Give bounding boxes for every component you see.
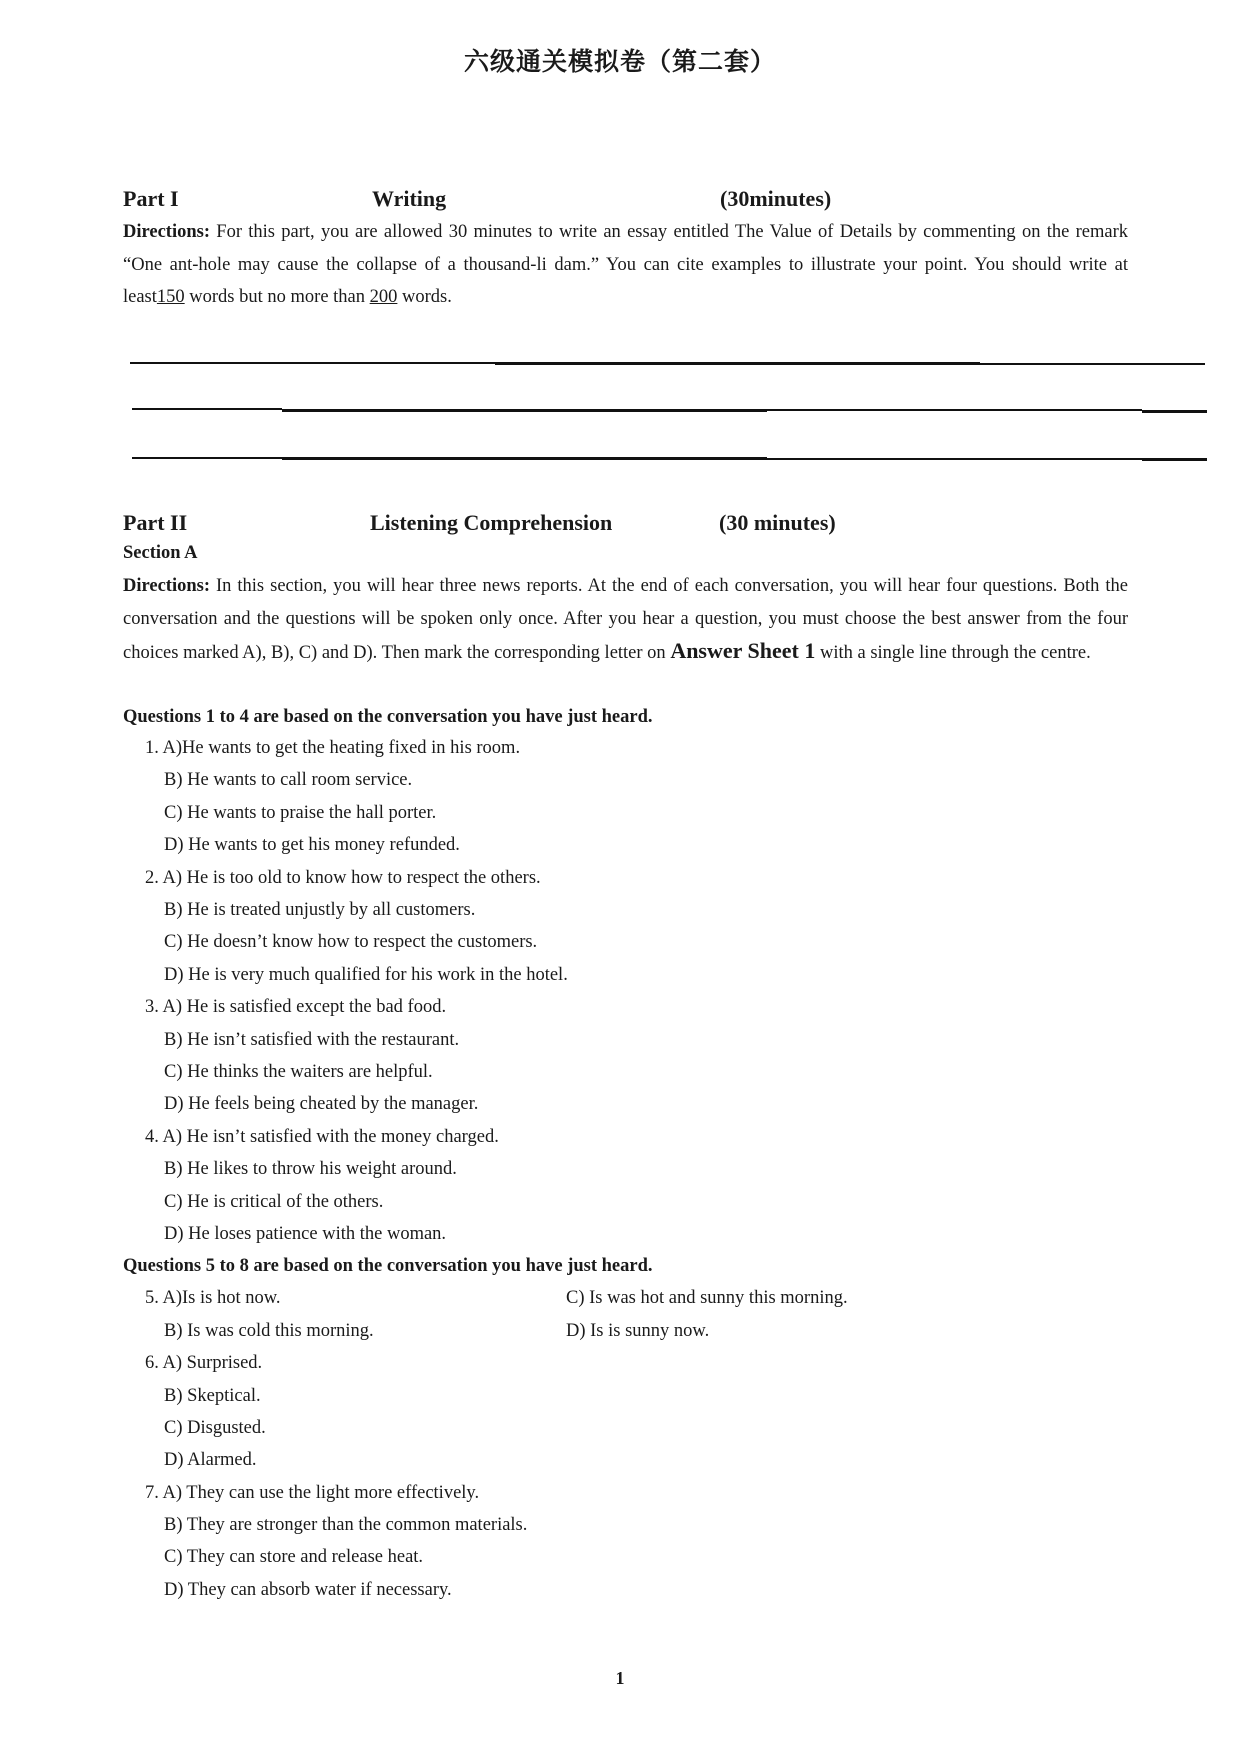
option-d: D) He feels being cheated by the manager. <box>164 1094 479 1114</box>
option-b: B) They are stronger than the common materials. <box>164 1515 528 1535</box>
part1-name: Writing <box>372 186 447 211</box>
directions-text-2: words but no more than <box>184 287 370 307</box>
part1-time: (30minutes) <box>720 186 832 211</box>
directions-text: In this section, you will hear three news reports. At the end of each conversation, you will hear four questions. Both the conversation and the questions will be spoken only once. After you hear a question, you must choose the best answer from the four choices marked A), B), C) and D). Then mark the corresponding letter on <box>123 576 1128 663</box>
question-4 <box>145 1127 499 1148</box>
question-1 <box>145 738 520 759</box>
part1-directions <box>123 216 1128 314</box>
option-b: B) He likes to throw his weight around. <box>164 1159 457 1179</box>
option-a: A) He is too old to know how to respect the others. <box>162 868 541 888</box>
page-title: 六级通关模拟卷（第二套） <box>463 47 776 76</box>
option-c: C) He doesn’t know how to respect the customers. <box>164 932 538 952</box>
option-a: A)He wants to get the heating fixed in his room. <box>162 738 521 758</box>
option-b: B) He is treated unjustly by all customers. <box>164 900 476 920</box>
section-a-label: Section A <box>123 543 198 563</box>
question-5 <box>145 1288 281 1309</box>
question-group-heading-2: Questions 5 to 8 are based on the conversation you have just heard. <box>123 1256 653 1276</box>
writing-line-2c <box>767 409 1142 411</box>
option-a: A) Surprised. <box>162 1353 263 1373</box>
min-words: 150 <box>156 287 185 307</box>
writing-line-2d <box>1142 410 1207 413</box>
question-group-heading-1: Questions 1 to 4 are based on the conversation you have just heard. <box>123 707 653 727</box>
option-c: C) Disgusted. <box>164 1418 266 1438</box>
option-b: B) He wants to call room service. <box>164 770 413 790</box>
question-number: 3. <box>145 997 159 1017</box>
writing-line-1a <box>130 362 495 364</box>
directions-text: For this part, you are allowed 30 minutes to write an essay entitled The Value of Details by commenting on the remark “One ant-hole may cause the collapse of a thousand-li dam.” You can cite examples to illustrate your point. You should write at least <box>123 222 1128 307</box>
question-3 <box>145 997 446 1018</box>
option-d: D) Alarmed. <box>164 1450 257 1470</box>
option-c: C) They can store and release heat. <box>164 1547 424 1567</box>
option-c: C) He is critical of the others. <box>164 1192 384 1212</box>
question-number: 2. <box>145 868 159 888</box>
question-number: 1. <box>145 738 159 758</box>
part2-label: Part II <box>123 510 188 535</box>
writing-line-1b <box>495 362 980 365</box>
question-2 <box>145 868 541 889</box>
option-a: A) They can use the light more effectively. <box>162 1483 480 1503</box>
option-c: C) He wants to praise the hall porter. <box>164 803 437 823</box>
writing-line-3c <box>767 458 1142 460</box>
part1-label: Part I <box>123 186 179 211</box>
writing-line-2a <box>132 408 282 410</box>
option-d: D) Is is sunny now. <box>566 1321 710 1341</box>
option-d: D) He loses patience with the woman. <box>164 1224 447 1244</box>
part2-time: (30 minutes) <box>719 510 836 535</box>
part2-header <box>123 510 1123 540</box>
question-number: 4. <box>145 1127 159 1147</box>
max-words: 200 <box>369 287 398 307</box>
question-6 <box>145 1353 262 1374</box>
directions-label: Directions: <box>123 222 210 242</box>
option-d: D) They can absorb water if necessary. <box>164 1580 452 1600</box>
option-a: A) He isn’t satisfied with the money charged. <box>162 1127 499 1147</box>
writing-line-2b <box>282 409 767 412</box>
writing-line-3a <box>132 457 282 459</box>
option-b: B) Is was cold this morning. <box>164 1321 374 1341</box>
directions-label: Directions: <box>123 576 210 596</box>
part2-name: Listening Comprehension <box>370 510 613 535</box>
writing-line-1c <box>980 363 1205 365</box>
question-number: 5. <box>145 1288 159 1308</box>
part1-header <box>123 186 1123 216</box>
option-d: D) He wants to get his money refunded. <box>164 835 460 855</box>
option-b: B) Skeptical. <box>164 1386 261 1406</box>
part2-directions <box>123 570 1128 670</box>
question-number: 7. <box>145 1483 159 1503</box>
option-b: B) He isn’t satisfied with the restaurant. <box>164 1030 460 1050</box>
directions-end: with a single line through the centre. <box>815 643 1091 663</box>
question-number: 6. <box>145 1353 159 1373</box>
option-a: A)Is is hot now. <box>162 1288 281 1308</box>
writing-line-3d <box>1142 458 1207 461</box>
option-d: D) He is very much qualified for his work in the hotel. <box>164 965 568 985</box>
page-number: 1 <box>615 1668 625 1688</box>
question-7 <box>145 1483 479 1504</box>
option-c: C) Is was hot and sunny this morning. <box>566 1288 848 1308</box>
writing-line-3b <box>282 457 767 460</box>
option-c: C) He thinks the waiters are helpful. <box>164 1062 433 1082</box>
option-a: A) He is satisfied except the bad food. <box>162 997 447 1017</box>
answer-sheet-label: Answer Sheet 1 <box>670 638 816 663</box>
directions-text-3: words. <box>397 287 452 307</box>
